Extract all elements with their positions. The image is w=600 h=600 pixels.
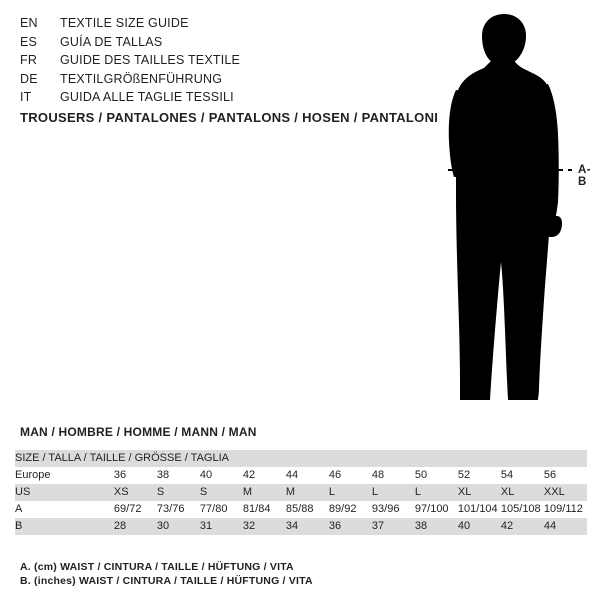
- footnote-a: A. (cm) WAIST / CINTURA / TAILLE / HÜFTUNG / VITA: [20, 561, 294, 573]
- table-group-title: MAN / HOMBRE / HOMME / MANN / MAN: [20, 425, 257, 439]
- cell: XL: [500, 486, 515, 498]
- cell: 46: [328, 469, 342, 481]
- cell: 69/72: [113, 503, 142, 515]
- language-row: [20, 88, 350, 107]
- language-code: DE: [20, 71, 38, 86]
- row-label-europe: Europe: [15, 469, 51, 481]
- cell: 31: [199, 520, 213, 532]
- cell: 28: [113, 520, 127, 532]
- cell: 89/92: [328, 503, 357, 515]
- row-label-us: US: [15, 486, 31, 498]
- cell: 38: [156, 469, 170, 481]
- cell: 37: [371, 520, 385, 532]
- size-table: [15, 450, 587, 535]
- cell: L: [414, 486, 422, 498]
- language-text: TEXTILE SIZE GUIDE: [60, 16, 189, 30]
- footnotes: [20, 560, 580, 588]
- cell: 50: [414, 469, 428, 481]
- cell: 30: [156, 520, 170, 532]
- language-text: TEXTILGRÖßENFÜHRUNG: [60, 71, 223, 86]
- cell: S: [199, 486, 208, 498]
- cell: 56: [543, 469, 557, 481]
- language-code: ES: [20, 34, 38, 49]
- cell: M: [242, 486, 253, 498]
- language-code: EN: [20, 16, 38, 30]
- cell: 34: [285, 520, 299, 532]
- language-text: GUIDA ALLE TAGLIE TESSILI: [60, 90, 234, 104]
- cell: 36: [328, 520, 342, 532]
- table-row: [15, 484, 587, 501]
- cell: 109/112: [543, 503, 583, 515]
- cell: 42: [500, 520, 514, 532]
- measurement-label-ab: A-B: [578, 164, 591, 188]
- table-header-label: SIZE / TALLA / TAILLE / GRÖSSE / TAGLIA: [15, 452, 229, 464]
- language-row: [20, 14, 350, 33]
- cell: 97/100: [414, 503, 449, 515]
- cell: 40: [199, 469, 213, 481]
- cell: 85/88: [285, 503, 314, 515]
- cell: XS: [113, 486, 129, 498]
- cell: 40: [457, 520, 471, 532]
- table-row-header: [15, 450, 587, 467]
- cell: XXL: [543, 486, 565, 498]
- cell: L: [328, 486, 336, 498]
- language-code: IT: [20, 90, 32, 104]
- table-row: [15, 518, 587, 535]
- figure-illustration: [420, 10, 590, 410]
- cell: 42: [242, 469, 256, 481]
- cell: 101/104: [457, 503, 498, 515]
- language-text: GUIDE DES TAILLES TEXTILE: [60, 53, 241, 67]
- cell: L: [371, 486, 379, 498]
- cell: 81/84: [242, 503, 271, 515]
- language-row: [20, 70, 350, 89]
- cell: 44: [543, 520, 557, 532]
- male-torso-trousers-silhouette-icon: [420, 10, 590, 410]
- language-code: FR: [20, 53, 38, 67]
- footnote-b: B. (inches) WAIST / CINTURA / TAILLE / HÜFTUNG / VITA: [20, 575, 313, 587]
- language-text: GUÍA DE TALLAS: [60, 34, 163, 49]
- cell: 48: [371, 469, 385, 481]
- table-row: [15, 467, 587, 484]
- row-label-b: B: [15, 520, 23, 532]
- cell: M: [285, 486, 296, 498]
- language-row: [20, 33, 350, 52]
- cell: 54: [500, 469, 514, 481]
- cell: S: [156, 486, 165, 498]
- language-row: [20, 51, 350, 70]
- cell: 38: [414, 520, 428, 532]
- section-title: TROUSERS / PANTALONES / PANTALONS / HOSEN / PANTALONI: [20, 110, 439, 125]
- language-list: [20, 14, 350, 107]
- cell: 77/80: [199, 503, 228, 515]
- cell: 36: [113, 469, 127, 481]
- row-label-a: A: [15, 503, 23, 515]
- cell: 105/108: [500, 503, 541, 515]
- cell: 93/96: [371, 503, 400, 515]
- cell: XL: [457, 486, 472, 498]
- cell: 52: [457, 469, 471, 481]
- cell: 73/76: [156, 503, 185, 515]
- cell: 32: [242, 520, 256, 532]
- table-row: [15, 501, 587, 518]
- cell: 44: [285, 469, 299, 481]
